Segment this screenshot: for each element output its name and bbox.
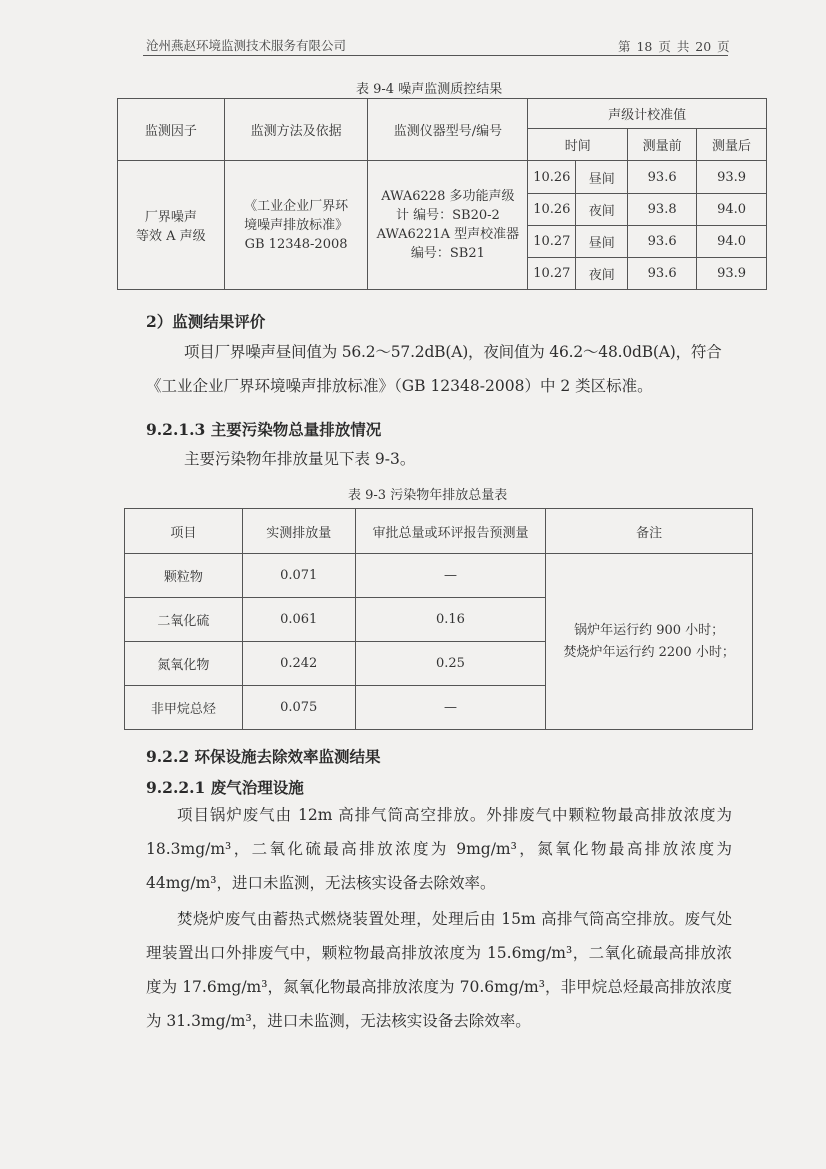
after-cell: 94.0 <box>697 194 767 226</box>
factor-line: 厂界噪声 <box>144 210 197 225</box>
measured-cell: 0.071 <box>242 554 355 598</box>
period-cell: 昼间 <box>576 226 628 258</box>
item-cell: 氮氧化物 <box>125 642 243 686</box>
factor-line: 等效 A 声级 <box>136 229 206 244</box>
date-cell: 10.27 <box>528 226 576 258</box>
before-cell: 93.6 <box>628 161 697 194</box>
remark-line: 焚烧炉年运行约 2200 小时； <box>563 644 735 660</box>
measured-cell: 0.242 <box>242 642 355 686</box>
table-9-3-caption: 表 9-3 污染物年排放总量表 <box>348 488 508 503</box>
section-2-para-line2: 《工业企业厂界环境噪声排放标准》（GB 12348-2008）中 2 类区标准。 <box>146 377 653 395</box>
date-cell: 10.26 <box>528 194 576 226</box>
period-cell: 夜间 <box>576 258 628 290</box>
header-company: 沧州燕赵环境监测技术服务有限公司 <box>146 38 347 53</box>
header-page-info: 第 18 页 共 20 页 <box>618 39 730 54</box>
before-cell: 93.6 <box>628 226 697 258</box>
remark-cell <box>546 554 753 730</box>
measured-cell: 0.075 <box>242 686 355 730</box>
col-instrument-header: 监测仪器型号/编号 <box>368 99 528 161</box>
col-item-header: 项目 <box>125 509 243 554</box>
method-cell <box>224 161 368 290</box>
section-9221-para1: 项目锅炉废气由 12m 高排气筒高空排放。外排废气中颗粒物最高排放浓度为 18.3mg/m³，二氧化硫最高排放浓度为 9mg/m³，氮氧化物最高排放浓度为 44mg/m³，进口未监测，无法核实设备去除效率。 <box>146 806 732 892</box>
section-9213-heading: 9.2.1.3 主要污染物总量排放情况 <box>146 420 382 439</box>
method-line: 《工业企业厂界环 <box>244 198 349 214</box>
section-9213-intro: 主要污染物年排放量见下表 9-3。 <box>184 450 416 468</box>
period-cell: 夜间 <box>576 194 628 226</box>
instrument-cell <box>368 161 528 290</box>
date-cell: 10.26 <box>528 161 576 194</box>
approved-cell: 0.25 <box>355 642 546 686</box>
col-method-header: 监测方法及依据 <box>224 99 368 161</box>
after-cell: 93.9 <box>697 161 767 194</box>
col-factor-header: 监测因子 <box>118 99 225 161</box>
item-cell: 非甲烷总烃 <box>125 686 243 730</box>
instrument-line: 编号：SB21 <box>410 246 485 261</box>
col-calib-header: 声级计校准值 <box>528 99 767 129</box>
instrument-line: AWA6221A 型声校准器 <box>376 227 520 242</box>
before-cell: 93.6 <box>628 258 697 290</box>
sub-before-header: 测量前 <box>628 129 697 161</box>
noise-qc-table <box>117 98 767 290</box>
section-2-para-line1: 项目厂界噪声昼间值为 56.2～57.2dB(A)，夜间值为 46.2～48.0dB(A)，符合 <box>184 343 722 361</box>
approved-cell: — <box>355 554 546 598</box>
item-cell: 颗粒物 <box>125 554 243 598</box>
section-2-heading: 2）监测结果评价 <box>146 312 266 331</box>
approved-cell: — <box>355 686 546 730</box>
sub-time-header: 时间 <box>528 129 628 161</box>
approved-cell: 0.16 <box>355 598 546 642</box>
after-cell: 93.9 <box>697 258 767 290</box>
after-cell: 94.0 <box>697 226 767 258</box>
measured-cell: 0.061 <box>242 598 355 642</box>
method-line: 境噪声排放标准》 <box>244 217 349 233</box>
table-row <box>125 554 753 598</box>
sub-after-header: 测量后 <box>697 129 767 161</box>
before-cell: 93.8 <box>628 194 697 226</box>
table-row <box>118 161 767 194</box>
header-rule <box>143 55 728 56</box>
factor-cell <box>118 161 225 290</box>
col-remark-header: 备注 <box>546 509 753 554</box>
period-cell: 昼间 <box>576 161 628 194</box>
method-line: GB 12348-2008 <box>244 236 348 252</box>
section-922-heading: 9.2.2 环保设施去除效率监测结果 <box>146 747 381 766</box>
date-cell: 10.27 <box>528 258 576 290</box>
col-measured-header: 实测排放量 <box>242 509 355 554</box>
col-approved-header: 审批总量或环评报告预测量 <box>355 509 546 554</box>
instrument-line: AWA6228 多功能声级 <box>381 189 515 204</box>
item-cell: 二氧化硫 <box>125 598 243 642</box>
instrument-line: 计 编号：SB20-2 <box>395 208 500 223</box>
remark-line: 锅炉年运行约 900 小时； <box>574 622 725 638</box>
section-9221-para2: 焚烧炉废气由蓄热式燃烧装置处理，处理后由 15m 高排气筒高空排放。废气处理装置出口外排废气中，颗粒物最高排放浓度为 15.6mg/m³，二氧化硫最高排放浓度为 17.6mg/m³，氮氧化物最高排放浓度为 70.6mg/m³，非甲烷总烃最高排放浓度为 31.3mg/m³，进口未监测，无法核实设备去除效率。 <box>146 910 732 1030</box>
table-9-4-caption: 表 9-4 噪声监测质控结果 <box>356 82 503 97</box>
section-9221-heading: 9.2.2.1 废气治理设施 <box>146 778 304 797</box>
pollutant-total-table <box>124 508 753 730</box>
